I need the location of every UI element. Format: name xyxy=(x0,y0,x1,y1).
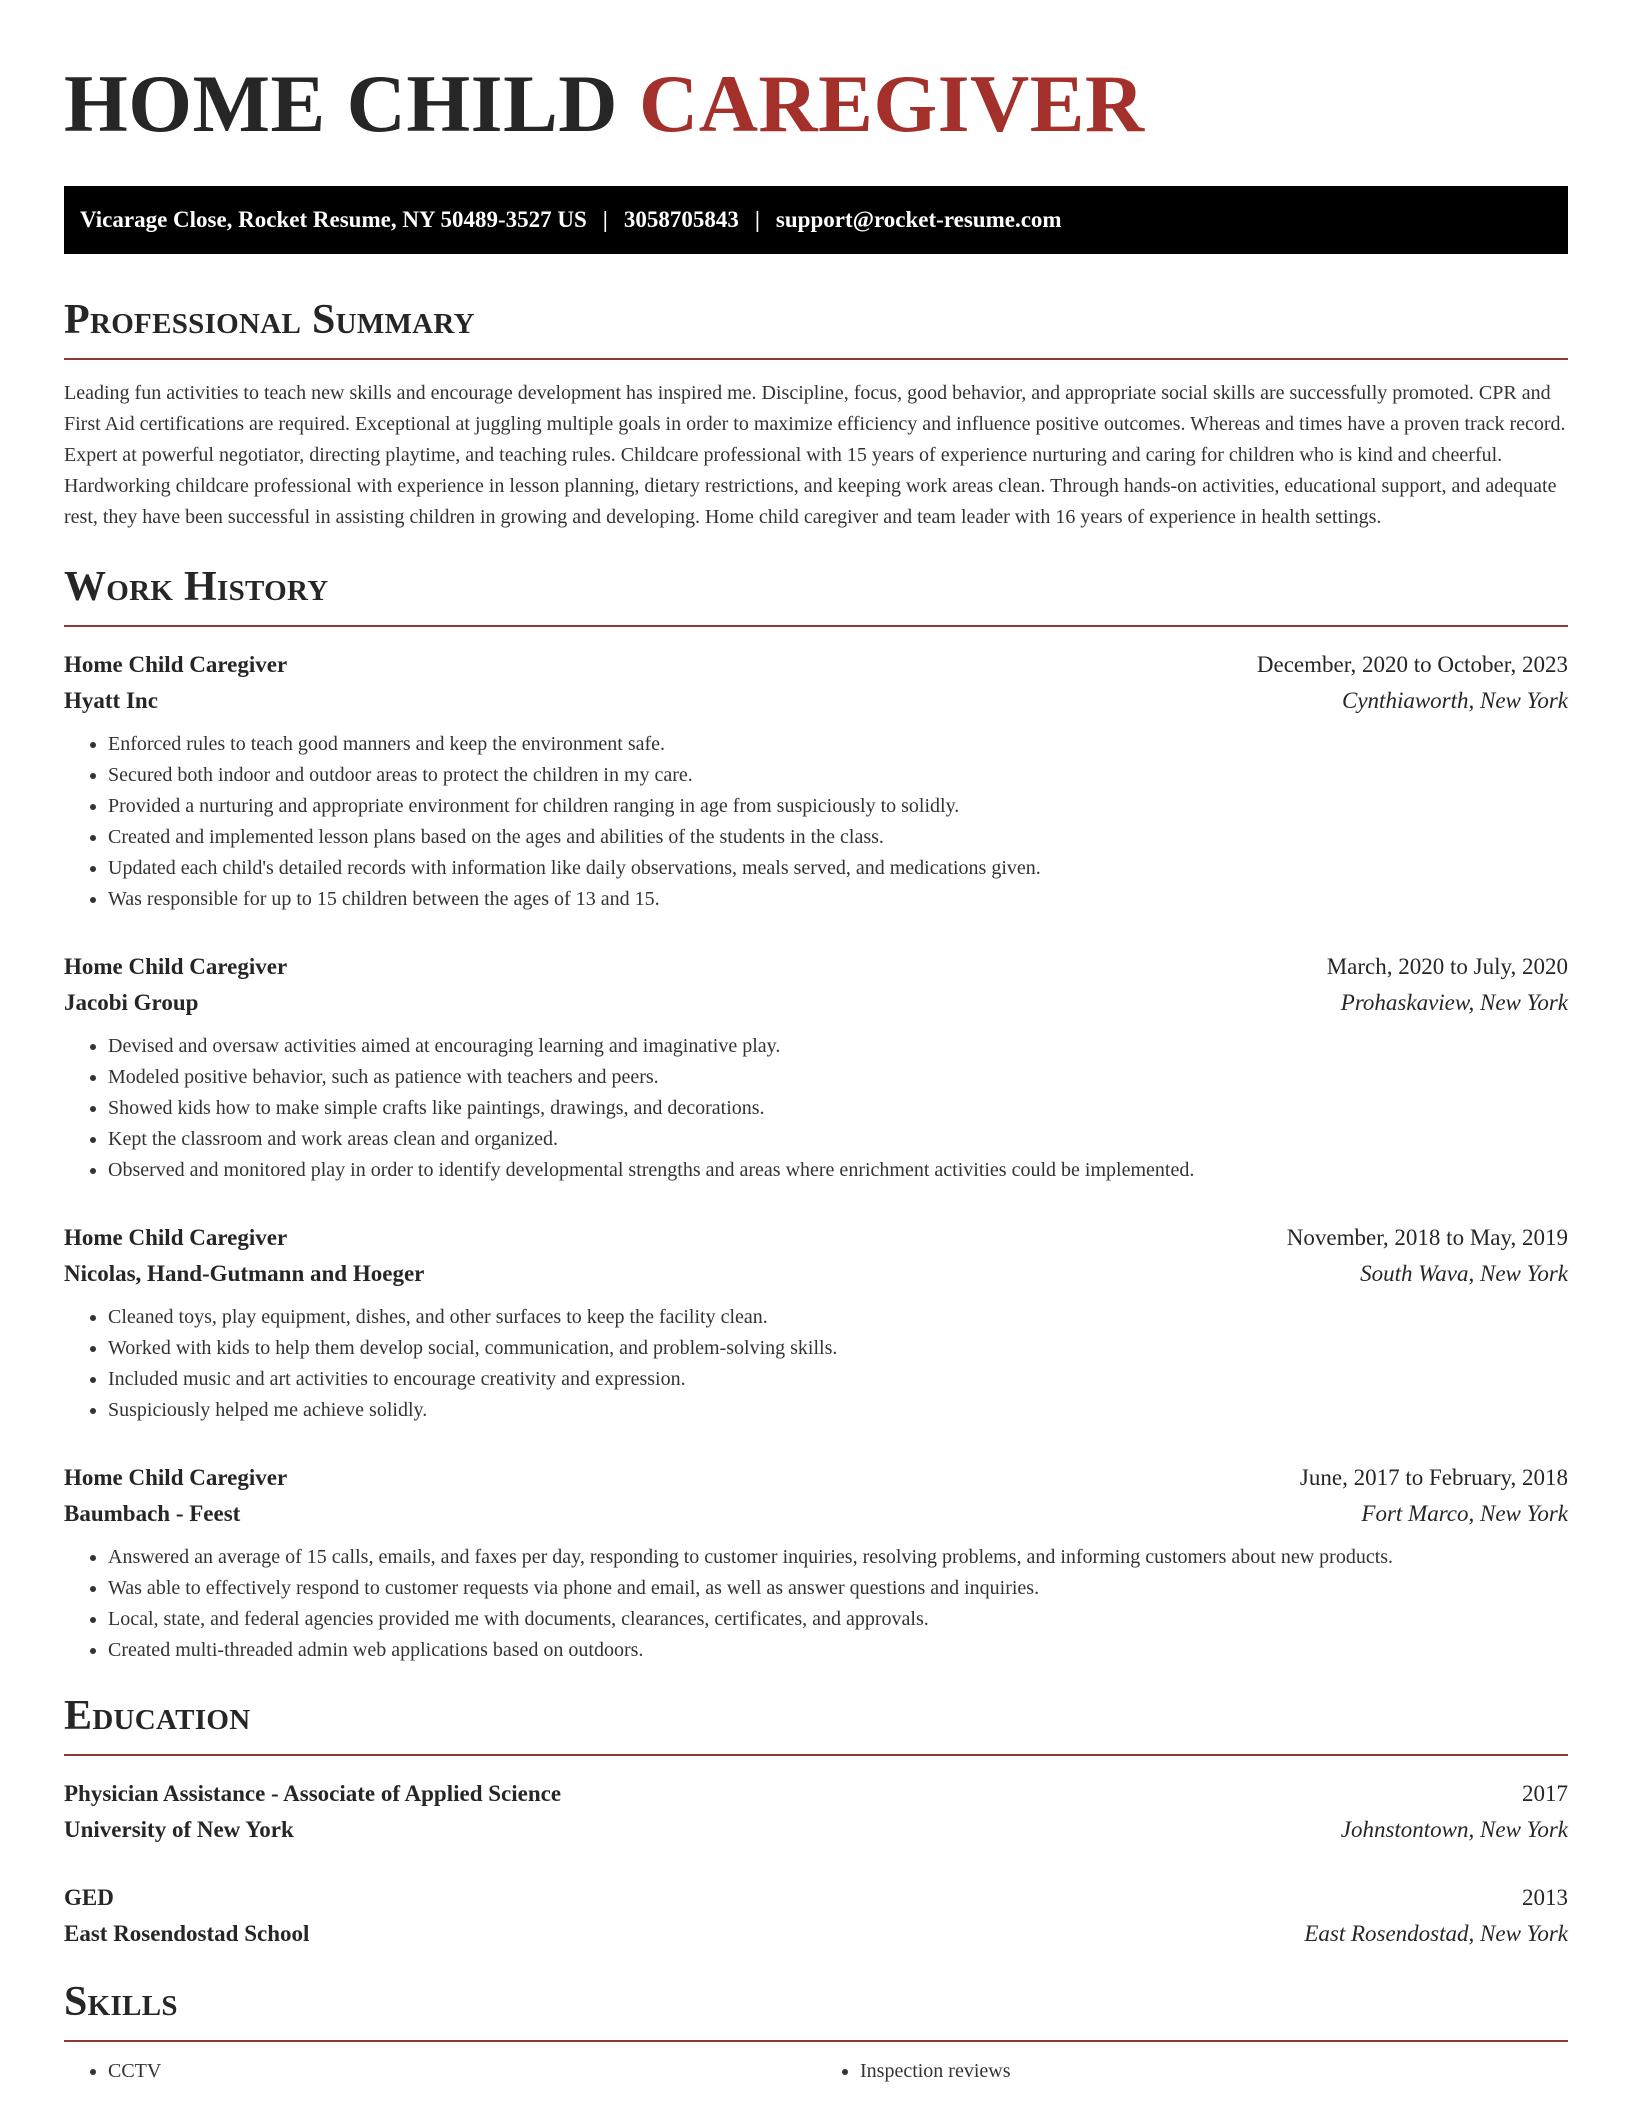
job-bullets xyxy=(64,1031,1568,1186)
job-bullet: • Answered an average of 15 calls, emails, and faxes per day, responding to customer inquiries, resolving problems, and informing customers about new products. xyxy=(108,1542,1568,1573)
job-header-row xyxy=(64,949,1568,985)
job-company: Jacobi Group xyxy=(64,990,199,1015)
education-degree: GED xyxy=(64,1885,114,1910)
education-degree-row xyxy=(64,1776,1568,1812)
job-bullet: • Provided a nurturing and appropriate environment for children ranging in age from suspiciously to solidly. xyxy=(108,791,1568,822)
title-primary: HOME CHILD xyxy=(64,58,618,149)
education-entry xyxy=(64,1776,1568,1848)
skill-item: • Inspection reviews xyxy=(860,2056,1568,2087)
job-bullet: • Was able to effectively respond to customer requests via phone and email, as well as answer questions and inquiries. xyxy=(108,1573,1568,1604)
job-location: Cynthiaworth, New York xyxy=(1342,688,1568,713)
job-company: Hyatt Inc xyxy=(64,688,158,713)
skills-columns xyxy=(64,2056,1568,2087)
summary-section xyxy=(64,296,1568,533)
job-bullet: • Showed kids how to make simple crafts like paintings, drawings, and decorations. xyxy=(108,1093,1568,1124)
job-bullet: • Updated each child's detailed records with information like daily observations, meals served, and medications given. xyxy=(108,853,1568,884)
job-entry xyxy=(64,1460,1568,1666)
work-history-section xyxy=(64,563,1568,1666)
job-bullet: • Devised and oversaw activities aimed at encouraging learning and imaginative play. xyxy=(108,1031,1568,1062)
job-dates: November, 2018 to May, 2019 xyxy=(1286,1225,1568,1250)
job-bullet: • Suspiciously helped me achieve solidly. xyxy=(108,1395,1568,1426)
education-year: 2013 xyxy=(1522,1885,1568,1910)
contact-separator: | xyxy=(754,207,760,232)
job-company: Baumbach - Feest xyxy=(64,1501,241,1526)
job-header-row xyxy=(64,647,1568,683)
job-entry xyxy=(64,647,1568,915)
job-entry xyxy=(64,1220,1568,1426)
contact-bar xyxy=(64,186,1568,254)
job-company-row xyxy=(64,985,1568,1021)
job-location: Fort Marco, New York xyxy=(1361,1501,1568,1526)
education-school-row xyxy=(64,1916,1568,1952)
education-location: East Rosendostad, New York xyxy=(1304,1921,1568,1946)
education-school: East Rosendostad School xyxy=(64,1921,310,1946)
job-bullet: • Was responsible for up to 15 children between the ages of 13 and 15. xyxy=(108,884,1568,915)
education-degree: Physician Assistance - Associate of Applied Science xyxy=(64,1781,562,1806)
skills-column-right xyxy=(816,2056,1568,2087)
job-bullet: • Kept the classroom and work areas clean and organized. xyxy=(108,1124,1568,1155)
skill-item: • CCTV xyxy=(108,2056,816,2087)
contact-phone: 3058705843 xyxy=(623,207,739,232)
education-school-row xyxy=(64,1812,1568,1848)
job-bullets xyxy=(64,1542,1568,1666)
job-bullet: • Included music and art activities to encourage creativity and expression. xyxy=(108,1364,1568,1395)
job-role: Home Child Caregiver xyxy=(64,1225,288,1250)
job-bullet: • Secured both indoor and outdoor areas to protect the children in my care. xyxy=(108,760,1568,791)
contact-address: Vicarage Close, Rocket Resume, NY 50489-3527 US xyxy=(80,207,587,232)
job-bullet: • Local, state, and federal agencies provided me with documents, clearances, certificates, and approvals. xyxy=(108,1604,1568,1635)
job-bullet: • Modeled positive behavior, such as patience with teachers and peers. xyxy=(108,1062,1568,1093)
job-bullet: • Enforced rules to teach good manners and keep the environment safe. xyxy=(108,729,1568,760)
title-accent: CAREGIVER xyxy=(638,58,1145,149)
job-bullet: • Created multi-threaded admin web applications based on outdoors. xyxy=(108,1635,1568,1666)
resume-title xyxy=(64,0,1568,152)
job-dates: December, 2020 to October, 2023 xyxy=(1256,652,1568,677)
job-dates: June, 2017 to February, 2018 xyxy=(1299,1465,1568,1490)
job-entry xyxy=(64,949,1568,1186)
education-heading: Education xyxy=(64,1692,1568,1756)
job-header-row xyxy=(64,1220,1568,1256)
job-company-row xyxy=(64,1256,1568,1292)
job-bullet: • Worked with kids to help them develop social, communication, and problem-solving skills. xyxy=(108,1333,1568,1364)
contact-email: support@rocket-resume.com xyxy=(775,207,1062,232)
job-header-row xyxy=(64,1460,1568,1496)
job-bullet: • Created and implemented lesson plans based on the ages and abilities of the students in the class. xyxy=(108,822,1568,853)
job-company-row xyxy=(64,1496,1568,1532)
job-bullet: • Observed and monitored play in order to identify developmental strengths and areas where enrichment activities could be implemented. xyxy=(108,1155,1568,1186)
job-company-row xyxy=(64,683,1568,719)
job-bullets xyxy=(64,1302,1568,1426)
education-degree-row xyxy=(64,1880,1568,1916)
summary-heading: Professional Summary xyxy=(64,296,1568,360)
job-role: Home Child Caregiver xyxy=(64,1465,288,1490)
skills-column-left xyxy=(64,2056,816,2087)
job-role: Home Child Caregiver xyxy=(64,652,288,677)
skills-heading: Skills xyxy=(64,1978,1568,2042)
job-role: Home Child Caregiver xyxy=(64,954,288,979)
job-dates: March, 2020 to July, 2020 xyxy=(1326,954,1568,979)
education-section xyxy=(64,1692,1568,1952)
education-entry xyxy=(64,1880,1568,1952)
job-location: South Wava, New York xyxy=(1360,1261,1568,1286)
job-company: Nicolas, Hand-Gutmann and Hoeger xyxy=(64,1261,425,1286)
summary-text: Leading fun activities to teach new skills and encourage development has inspired me. Discipline, focus, good behavior, and appropriate social skills are successfully promoted. CPR and First Aid certifications are required. Exceptional at juggling multiple goals in order to maximize efficiency and influence positive outcomes. Whereas and times have a proven track record. Expert at powerful negotiator, directing playtime, and teaching rules. Childcare professional with 15 years of experience nurturing and caring for children who is kind and cheerful. Hardworking childcare professional with experience in lesson planning, dietary restrictions, and keeping work areas clean. Through hands-on activities, educational support, and adequate rest, they have been successful in assisting children in growing and developing. Home child caregiver and team leader with 16 years of experience in health settings. xyxy=(64,382,1566,528)
education-year: 2017 xyxy=(1522,1781,1568,1806)
work-history-heading: Work History xyxy=(64,563,1568,627)
contact-separator: | xyxy=(602,207,608,232)
job-bullets xyxy=(64,729,1568,915)
education-school: University of New York xyxy=(64,1817,294,1842)
education-location: Johnstontown, New York xyxy=(1340,1817,1568,1842)
skills-section xyxy=(64,1978,1568,2087)
job-bullet: • Cleaned toys, play equipment, dishes, and other surfaces to keep the facility clean. xyxy=(108,1302,1568,1333)
job-location: Prohaskaview, New York xyxy=(1340,990,1568,1015)
